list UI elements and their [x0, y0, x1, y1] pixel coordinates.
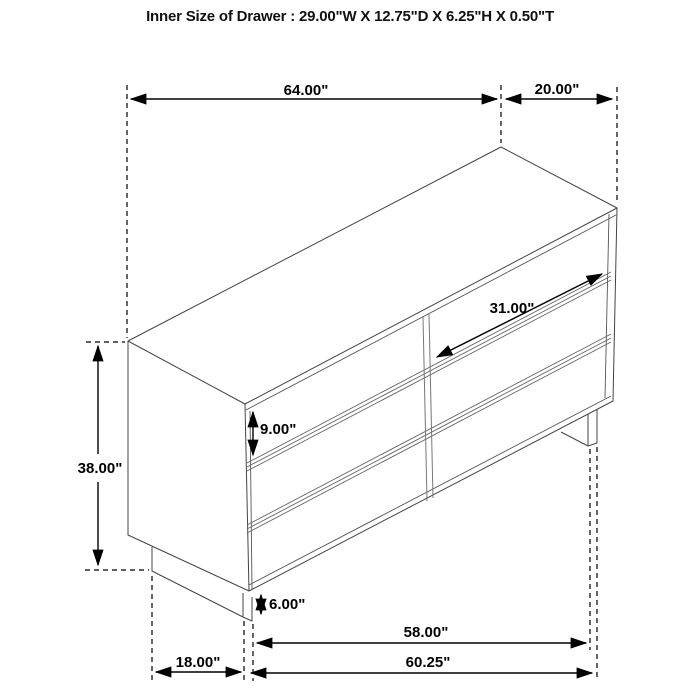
dim-label-base-width: 60.25": [405, 654, 451, 671]
dimensions: [78, 81, 612, 673]
dim-label-base-height: 6.00": [269, 596, 306, 613]
top-slab-edge: [246, 215, 616, 410]
left-stile-inner-edge: [250, 411, 252, 589]
front-right-leg: [588, 409, 597, 446]
bottom-rail-inner-edge: [249, 396, 611, 585]
drawer-gap-upper: [247, 272, 611, 471]
center-divider: [423, 314, 433, 501]
dim-base-side-depth: [156, 654, 241, 672]
dim-base-width: [251, 654, 592, 673]
top-face: [128, 147, 617, 404]
page-title: Inner Size of Drawer : 29.00"W X 12.75"D X 6.25"H X 0.50"T: [146, 8, 554, 25]
dim-drawer-opening-width: [437, 274, 602, 357]
drawer-gap-lower: [247, 334, 611, 533]
right-stile-inner-edge: [605, 214, 609, 398]
dim-overall-height: [78, 346, 123, 565]
dresser-drawing: [128, 147, 617, 621]
dim-base-height: [261, 595, 305, 614]
dim-label-drawer-opening-width: 31.00": [489, 300, 535, 317]
left-side-face: [128, 341, 249, 591]
dim-label-overall-width: 64.00": [283, 82, 329, 99]
front-left-leg: [243, 593, 252, 621]
extension-lines: [85, 85, 617, 681]
dim-overall-width: [131, 82, 497, 99]
dim-label-drawer-face-height: 9.00": [260, 421, 297, 438]
base-right-floor-edge: [561, 432, 588, 446]
dim-front-leg-span: [257, 624, 586, 643]
dim-label-overall-depth: 20.00": [534, 81, 580, 98]
dim-label-overall-height: 38.00": [77, 460, 123, 477]
dim-overall-depth: [506, 81, 612, 99]
dim-label-front-leg-span: 58.00": [403, 624, 449, 641]
dim-label-base-side-depth: 18.00": [175, 654, 221, 671]
